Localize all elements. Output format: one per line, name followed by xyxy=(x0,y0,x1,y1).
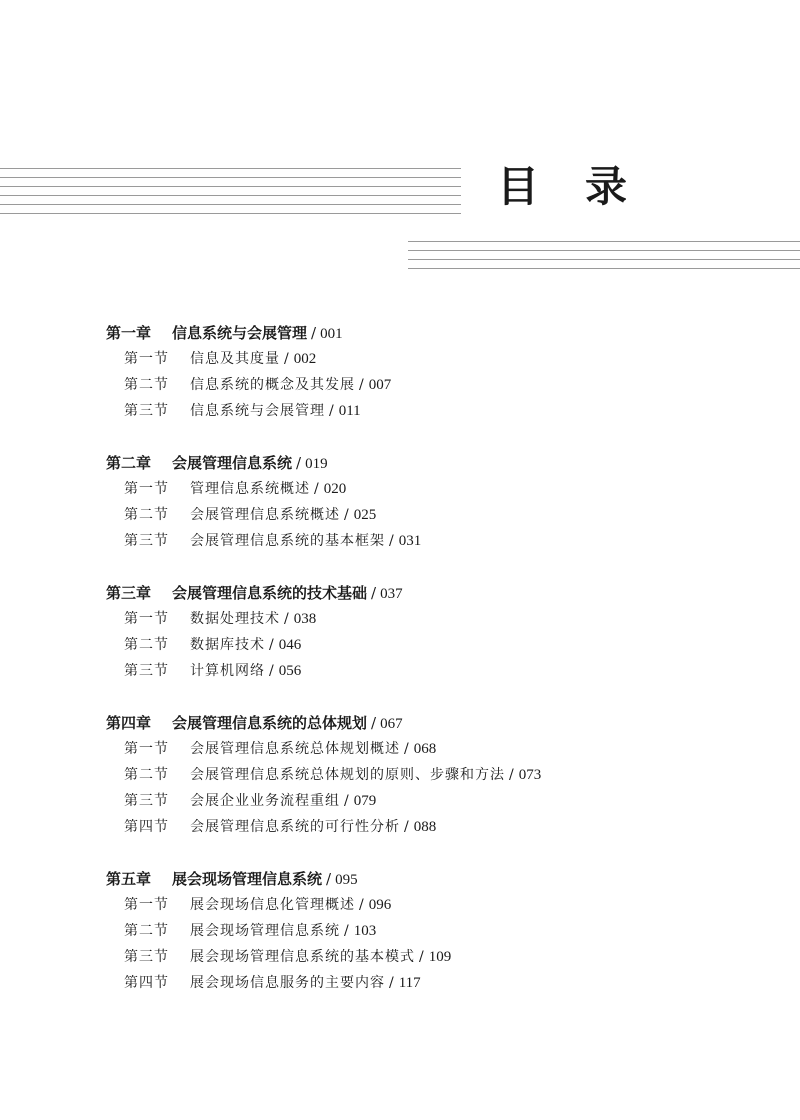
decorative-rules-left xyxy=(0,168,461,214)
separator-slash: / xyxy=(344,507,350,523)
chapter-title: 会展管理信息系统的总体规划 xyxy=(172,714,368,732)
separator-slash: / xyxy=(344,793,350,809)
section-title: 计算机网络 xyxy=(190,663,265,679)
section-page-number: 020 xyxy=(323,481,347,497)
section-label: 第四节 xyxy=(124,819,169,835)
section-title: 会展管理信息系统的可行性分析 xyxy=(190,819,400,835)
section-title: 信息及其度量 xyxy=(190,351,280,367)
section-page-number: 031 xyxy=(398,533,422,549)
separator-slash: / xyxy=(371,714,377,732)
section-label: 第一节 xyxy=(124,741,169,757)
separator-slash: / xyxy=(269,663,275,679)
chapter-entry xyxy=(106,866,766,892)
section-page-number: 007 xyxy=(368,377,392,393)
section-page-number: 056 xyxy=(278,663,302,679)
section-label: 第三节 xyxy=(124,949,169,965)
section-entry xyxy=(106,632,766,658)
section-title: 信息系统与会展管理 xyxy=(190,403,325,419)
section-title: 会展管理信息系统概述 xyxy=(190,507,340,523)
section-page-number: 088 xyxy=(413,819,437,835)
section-title: 展会现场信息服务的主要内容 xyxy=(190,975,385,991)
chapter-label: 第一章 xyxy=(106,324,152,342)
chapter-label: 第五章 xyxy=(106,870,152,888)
chapter-page-number: 019 xyxy=(305,456,328,472)
section-entry xyxy=(106,502,766,528)
separator-slash: / xyxy=(404,741,410,757)
section-page-number: 109 xyxy=(428,949,452,965)
chapter-entry xyxy=(106,320,766,346)
section-title: 管理信息系统概述 xyxy=(190,481,310,497)
section-entry xyxy=(106,892,766,918)
section-page-number: 117 xyxy=(398,975,421,991)
section-title: 会展管理信息系统的基本框架 xyxy=(190,533,385,549)
section-page-number: 038 xyxy=(293,611,317,627)
section-entry xyxy=(106,528,766,554)
section-title: 展会现场信息化管理概述 xyxy=(190,897,355,913)
section-page-number: 068 xyxy=(413,741,437,757)
section-page-number: 096 xyxy=(368,897,392,913)
chapter-block xyxy=(106,320,766,424)
separator-slash: / xyxy=(419,949,425,965)
separator-slash: / xyxy=(344,923,350,939)
section-page-number: 046 xyxy=(278,637,302,653)
section-title: 数据处理技术 xyxy=(190,611,280,627)
section-title: 数据库技术 xyxy=(190,637,265,653)
section-entry xyxy=(106,814,766,840)
separator-slash: / xyxy=(404,819,410,835)
separator-slash: / xyxy=(389,975,395,991)
separator-slash: / xyxy=(329,403,335,419)
section-title: 展会现场管理信息系统的基本模式 xyxy=(190,949,415,965)
section-entry xyxy=(106,788,766,814)
chapter-label: 第三章 xyxy=(106,584,152,602)
section-page-number: 103 xyxy=(353,923,377,939)
section-title: 展会现场管理信息系统 xyxy=(190,923,340,939)
chapter-title: 会展管理信息系统的技术基础 xyxy=(172,584,368,602)
section-page-number: 011 xyxy=(338,403,361,419)
section-label: 第二节 xyxy=(124,377,169,393)
section-label: 第一节 xyxy=(124,351,169,367)
section-label: 第一节 xyxy=(124,611,169,627)
separator-slash: / xyxy=(371,584,377,602)
section-page-number: 002 xyxy=(293,351,317,367)
section-page-number: 079 xyxy=(353,793,377,809)
chapter-title: 会展管理信息系统 xyxy=(172,454,293,472)
section-label: 第三节 xyxy=(124,663,169,679)
chapter-page-number: 095 xyxy=(335,872,358,888)
table-of-contents xyxy=(106,320,766,1022)
chapter-label: 第四章 xyxy=(106,714,152,732)
section-entry xyxy=(106,918,766,944)
chapter-page-number: 067 xyxy=(380,716,403,732)
section-entry xyxy=(106,970,766,996)
separator-slash: / xyxy=(359,897,365,913)
chapter-entry xyxy=(106,580,766,606)
chapter-entry xyxy=(106,710,766,736)
section-title: 会展管理信息系统总体规划的原则、步骤和方法 xyxy=(190,767,505,783)
section-label: 第三节 xyxy=(124,793,169,809)
separator-slash: / xyxy=(269,637,275,653)
section-title: 会展企业业务流程重组 xyxy=(190,793,340,809)
chapter-entry xyxy=(106,450,766,476)
chapter-block xyxy=(106,450,766,554)
section-label: 第三节 xyxy=(124,403,169,419)
separator-slash: / xyxy=(314,481,320,497)
separator-slash: / xyxy=(389,533,395,549)
section-label: 第二节 xyxy=(124,767,169,783)
separator-slash: / xyxy=(311,324,317,342)
chapter-block xyxy=(106,866,766,996)
section-label: 第二节 xyxy=(124,507,169,523)
section-title: 会展管理信息系统总体规划概述 xyxy=(190,741,400,757)
section-label: 第一节 xyxy=(124,481,169,497)
section-entry xyxy=(106,372,766,398)
section-page-number: 025 xyxy=(353,507,377,523)
separator-slash: / xyxy=(284,351,290,367)
separator-slash: / xyxy=(509,767,515,783)
page-title: 目录 xyxy=(497,162,674,211)
section-label: 第二节 xyxy=(124,923,169,939)
section-entry xyxy=(106,606,766,632)
section-entry xyxy=(106,736,766,762)
section-entry xyxy=(106,346,766,372)
chapter-block xyxy=(106,580,766,684)
section-entry xyxy=(106,658,766,684)
separator-slash: / xyxy=(284,611,290,627)
section-label: 第一节 xyxy=(124,897,169,913)
section-entry xyxy=(106,476,766,502)
decorative-rules-right xyxy=(408,241,800,269)
separator-slash: / xyxy=(359,377,365,393)
section-entry xyxy=(106,398,766,424)
section-entry xyxy=(106,762,766,788)
chapter-page-number: 001 xyxy=(320,326,343,342)
chapter-label: 第二章 xyxy=(106,454,152,472)
chapter-block xyxy=(106,710,766,840)
section-label: 第二节 xyxy=(124,637,169,653)
separator-slash: / xyxy=(326,870,332,888)
separator-slash: / xyxy=(296,454,302,472)
section-title: 信息系统的概念及其发展 xyxy=(190,377,355,393)
section-label: 第四节 xyxy=(124,975,169,991)
chapter-title: 信息系统与会展管理 xyxy=(172,324,308,342)
chapter-page-number: 037 xyxy=(380,586,403,602)
section-entry xyxy=(106,944,766,970)
chapter-title: 展会现场管理信息系统 xyxy=(172,870,323,888)
section-label: 第三节 xyxy=(124,533,169,549)
section-page-number: 073 xyxy=(518,767,542,783)
